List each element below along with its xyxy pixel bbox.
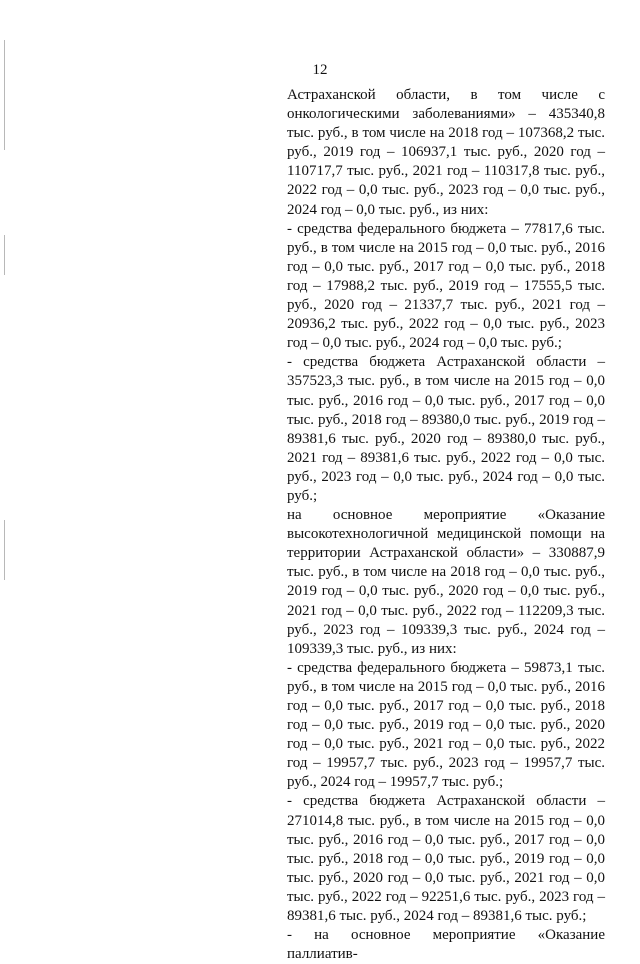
- paragraph: Астраханской области, в том числе с онкологическими заболеваниями» – 435340,8 тыс. руб., в том числе на 2018 год – 107368,2 тыс. руб., 2019 год – 106937,1 тыс. руб., 2020 год – 110717,7 тыс. руб., 2021 год – 110317,8 тыс. руб., 2022 год – 0,0 тыс. руб., 2023 год – 0,0 тыс. руб., 2024 год – 0,0 тыс. руб., из них:: [287, 87, 605, 218]
- scan-edge-mark: [4, 235, 5, 275]
- paragraph: - средства федерального бюджета – 59873,1 тыс. руб., в том числе на 2015 год – 0,0 тыс. руб., 2016 год – 0,0 тыс. руб., 2017 год – 0,0 тыс. руб., 2018 год – 0,0 тыс. руб., 2019 год – 0,0 тыс. руб., 2020 год – 0,0 тыс. руб., 2021 год – 0,0 тыс. руб., 2022 год – 19957,7 тыс. руб., 2023 год – 19957,7 тыс. руб., 2024 год – 19957,7 тыс. руб.;: [287, 659, 605, 791]
- document-body: [287, 86, 605, 964]
- paragraph: - средства бюджета Астраханской области – 357523,3 тыс. руб., в том числе на 2015 год – 0,0 тыс. руб., 2016 год – 0,0 тыс. руб., 2017 год – 0,0 тыс. руб., 2018 год – 89380,0 тыс. руб., 2019 год – 89381,6 тыс. руб., 2020 год – 89380,0 тыс. руб., 2021 год – 89381,6 тыс. руб., 2022 год – 0,0 тыс. руб., 2023 год – 0,0 тыс. руб., 2024 год – 0,0 тыс. руб.;: [287, 354, 605, 504]
- paragraph: - средства федерального бюджета – 77817,6 тыс. руб., в том числе на 2015 год – 0,0 тыс. руб., 2016 год – 0,0 тыс. руб., 2017 год – 0,0 тыс. руб., 2018 год – 17988,2 тыс. руб., 2019 год – 17555,5 тыс. руб., 2020 год – 21337,7 тыс. руб., 2021 год – 20936,2 тыс. руб., 2022 год – 0,0 тыс. руб., 2023 год – 0,0 тыс. руб., 2024 год – 0,0 тыс. руб.;: [287, 220, 605, 352]
- paragraph: - на основное мероприятие «Оказание паллиатив-: [287, 927, 605, 963]
- paragraph: - средства бюджета Астраханской области – 271014,8 тыс. руб., в том числе на 2015 год – 0,0 тыс. руб., 2016 год – 0,0 тыс. руб., 2017 год – 0,0 тыс. руб., 2018 год – 0,0 тыс. руб., 2019 год – 0,0 тыс. руб., 2020 год – 0,0 тыс. руб., 2021 год – 0,0 тыс. руб., 2022 год – 92251,6 тыс. руб., 2023 год – 89381,6 тыс. руб., 2024 год – 89381,6 тыс. руб.;: [287, 793, 605, 925]
- scan-edge-mark: [4, 520, 5, 580]
- scan-edge-mark: [4, 40, 5, 150]
- paragraph: на основное мероприятие «Оказание высокотехнологичной медицинской помощи на территории Астраханской области» – 330887,9 тыс. руб., в том числе на 2018 год – 0,0 тыс. руб., 2019 год – 0,0 тыс. руб., 2020 год – 0,0 тыс. руб., 2021 год – 0,0 тыс. руб., 2022 год – 112209,3 тыс. руб., 2023 год – 109339,3 тыс. руб., 2024 год – 109339,3 тыс. руб., из них:: [287, 507, 605, 657]
- page-number: 12: [312, 62, 328, 78]
